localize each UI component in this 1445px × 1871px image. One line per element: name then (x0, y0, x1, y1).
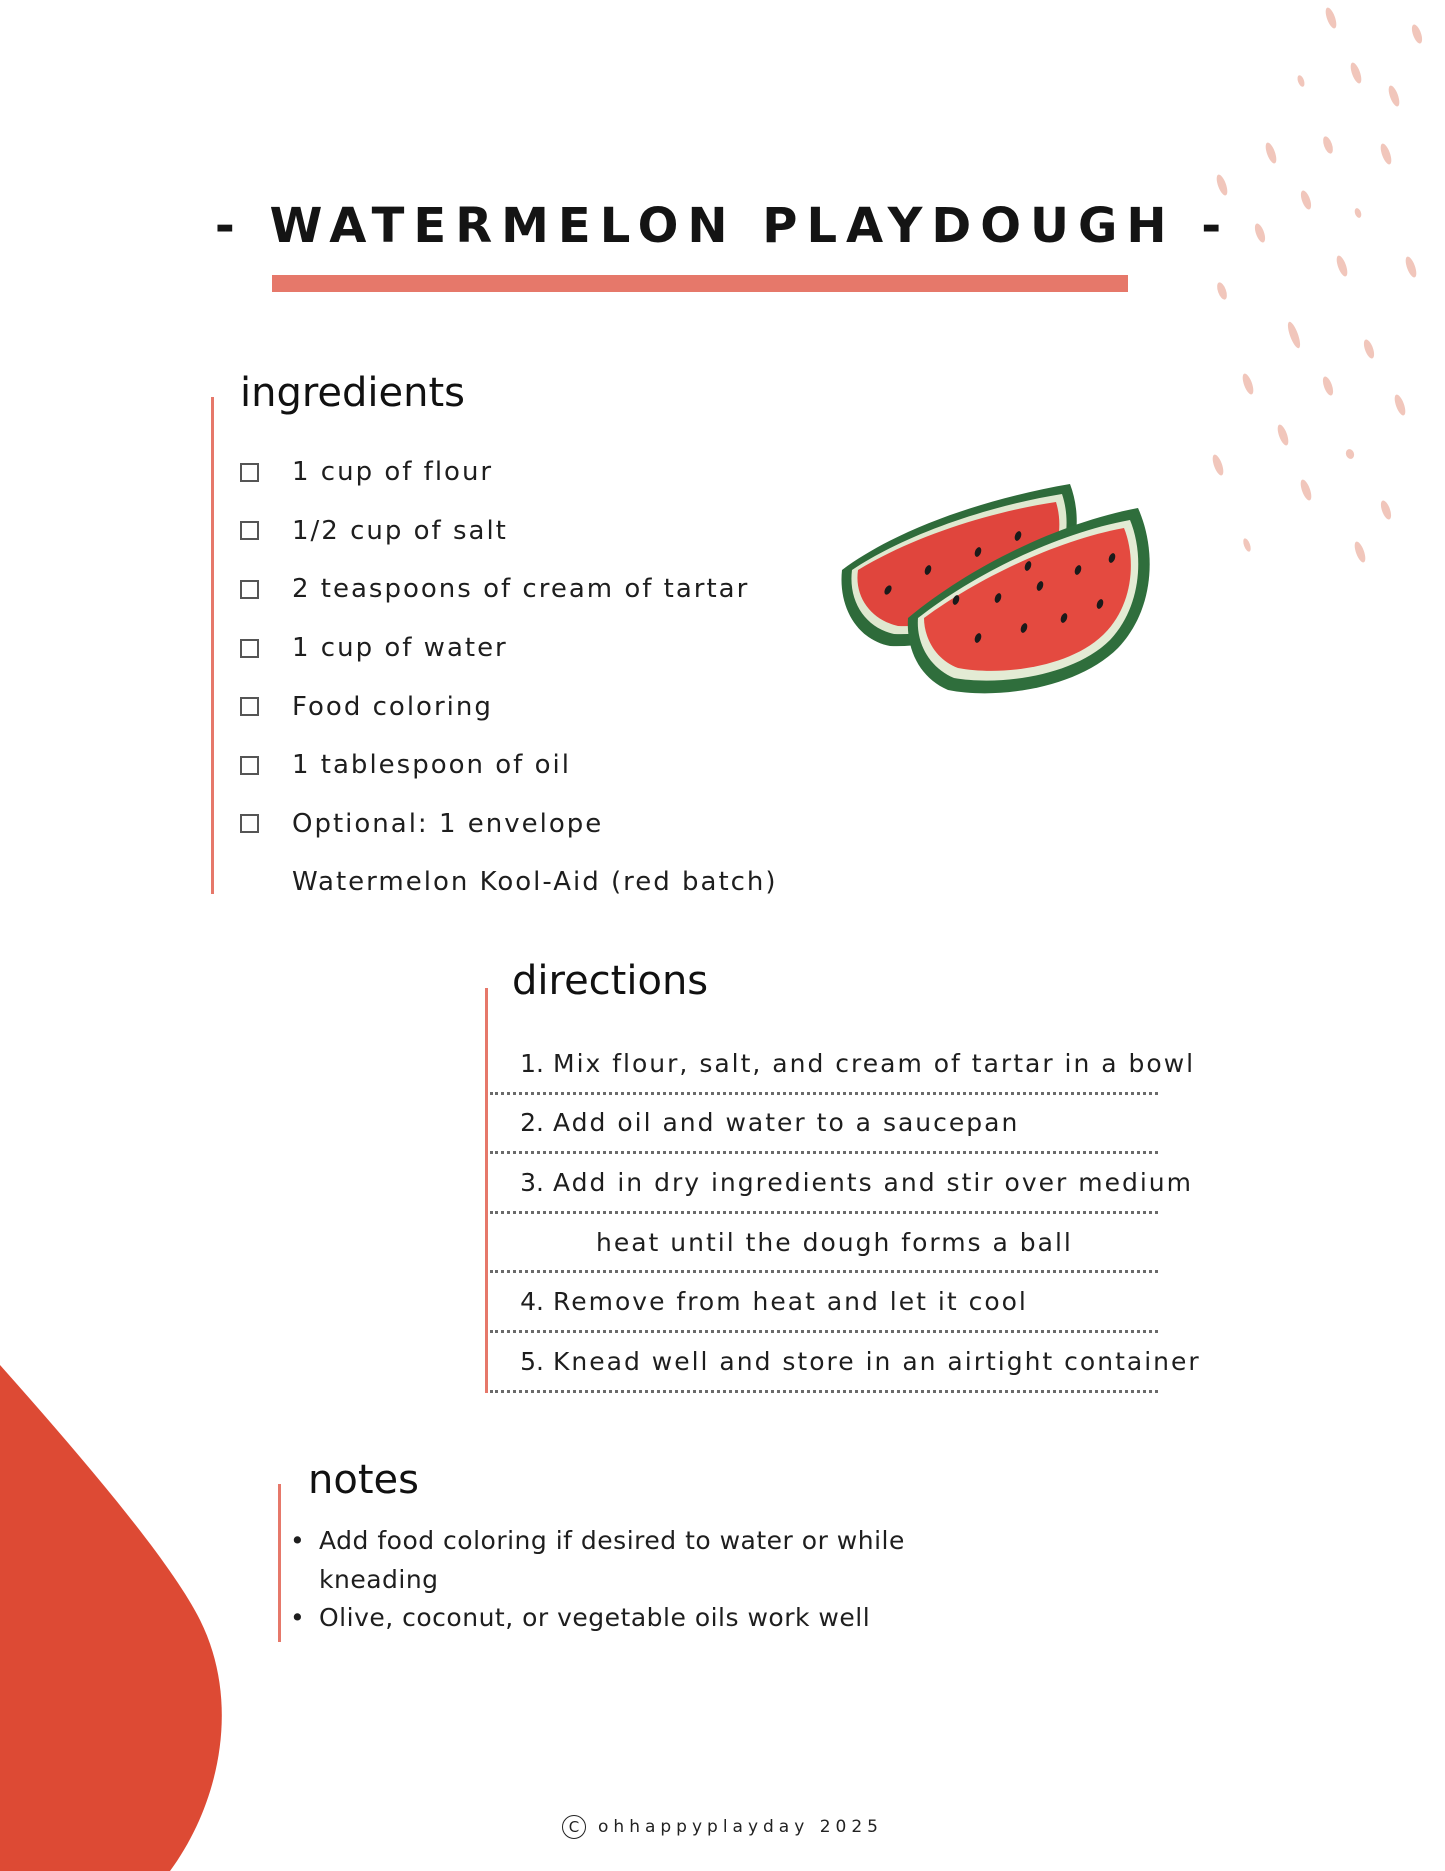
direction-step (490, 1273, 1158, 1333)
notes-list (290, 1522, 910, 1638)
footer (0, 1815, 1445, 1839)
checkbox-icon[interactable] (240, 697, 259, 716)
direction-step (490, 1333, 1201, 1393)
notes-accent-line (278, 1484, 281, 1642)
direction-step (490, 1095, 1158, 1155)
step-number: 2. (520, 1108, 544, 1138)
step-text: Knead well and store in an airtight container (553, 1346, 1201, 1376)
bullet-icon: • (290, 1603, 306, 1632)
ingredient-continuation-label: Watermelon Kool-Aid (red batch) (292, 867, 778, 898)
step-text: Add oil and water to a saucepan (553, 1108, 1020, 1138)
ingredient-item[interactable] (240, 502, 778, 561)
step-number: 4. (520, 1287, 544, 1317)
directions-accent-line (485, 988, 488, 1393)
ingredients-heading: ingredients (240, 370, 466, 416)
ingredients-list (240, 443, 778, 912)
ingredient-item[interactable] (240, 619, 778, 678)
ingredient-item[interactable] (240, 443, 778, 502)
ingredient-label: 1 tablespoon of oil (292, 750, 571, 781)
checkbox-icon[interactable] (240, 463, 259, 482)
ingredient-label: Optional: 1 envelope (292, 808, 604, 839)
watermelon-icon (828, 478, 1158, 708)
ingredient-item[interactable] (240, 677, 778, 736)
ingredient-item[interactable] (240, 795, 778, 854)
step-number: 1. (520, 1048, 544, 1078)
notes-heading: notes (308, 1457, 419, 1503)
directions-heading: directions (512, 958, 709, 1004)
step-text: heat until the dough forms a ball (596, 1227, 1073, 1257)
decorative-dot-pattern (1210, 0, 1445, 570)
ingredient-continuation (240, 853, 778, 912)
note-text: Olive, coconut, or vegetable oils work well (319, 1603, 871, 1632)
ingredient-label: 1 cup of water (292, 633, 508, 664)
checkbox-icon[interactable] (240, 814, 259, 833)
step-text: Add in dry ingredients and stir over medium (553, 1167, 1193, 1197)
step-number: 3. (520, 1167, 544, 1197)
ingredient-label: Food coloring (292, 691, 493, 722)
page-title: - WATERMELON PLAYDOUGH - (214, 198, 1231, 254)
ingredients-accent-line (211, 397, 214, 894)
note-item (290, 1522, 910, 1599)
checkbox-icon[interactable] (240, 756, 259, 775)
checkbox-icon[interactable] (240, 521, 259, 540)
step-text: Remove from heat and let it cool (553, 1287, 1028, 1317)
step-text: Mix flour, salt, and cream of tartar in a bowl (553, 1048, 1196, 1078)
direction-step (490, 1035, 1196, 1095)
ingredient-item[interactable] (240, 560, 778, 619)
copyright-icon: C (562, 1815, 586, 1839)
directions-list (490, 1035, 1201, 1393)
title-underline (272, 275, 1128, 292)
checkbox-icon[interactable] (240, 639, 259, 658)
note-text: Add food coloring if desired to water or while kneading (319, 1526, 905, 1594)
checkbox-icon[interactable] (240, 580, 259, 599)
direction-step (490, 1154, 1193, 1214)
note-item (290, 1599, 910, 1638)
ingredient-item[interactable] (240, 736, 778, 795)
ingredient-label: 1/2 cup of salt (292, 515, 508, 546)
step-number: 5. (520, 1346, 544, 1376)
bullet-icon: • (290, 1526, 306, 1555)
ingredient-label: 2 teaspoons of cream of tartar (292, 574, 750, 605)
footer-text: ohhappyplayday 2025 (598, 1817, 883, 1837)
ingredient-label: 1 cup of flour (292, 457, 494, 488)
direction-step-continuation (490, 1214, 1158, 1274)
